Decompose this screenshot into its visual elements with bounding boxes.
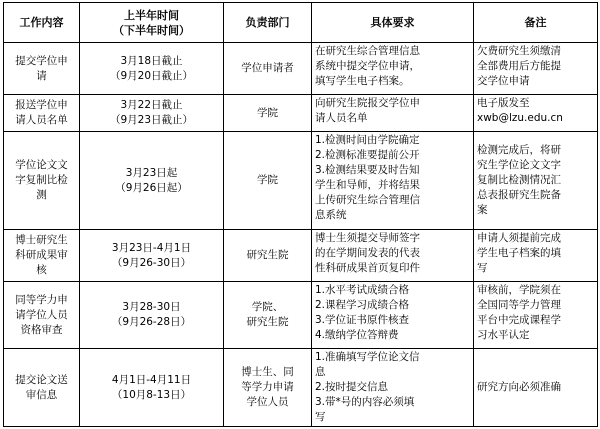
note-line: 平台中完成课程学 [477, 314, 561, 326]
cell-notes [474, 132, 598, 230]
req-line: 性科研成果首页复印件 [315, 262, 420, 274]
req-line: 1.检测时间由学院确定 [315, 134, 420, 146]
note-line: 申请人须提前完成 [477, 232, 561, 244]
cell-requirements [312, 349, 474, 427]
req-line: 1.水平考试成绩合格 [315, 284, 410, 296]
req-line: 息系统 [315, 209, 347, 221]
cell-time: 3月18日截止 （9月20日截止） [80, 43, 224, 95]
header-notes: 备注 [474, 3, 598, 43]
schedule-table [3, 2, 598, 427]
table-row [4, 282, 598, 349]
note-line: 研究方向必须准确 [477, 381, 561, 393]
header-item: 工作内容 [4, 3, 80, 43]
cell-item: 同等学力申 请学位人员 资格审查 [4, 282, 80, 349]
cell-item: 提交学位申 请 [4, 43, 80, 95]
note-line: 案 [477, 204, 488, 216]
req-line: 3.学位证书原件核查 [315, 314, 410, 326]
req-line: 2.课程学习成绩合格 [315, 299, 410, 311]
cell-dept: 博士生、同 等学力申请 学位人员 [224, 349, 312, 427]
req-line: 4.缴纳学位答辩费 [315, 329, 399, 341]
cell-dept: 学位申请者 [224, 43, 312, 95]
req-line: 学生和导师，并将结果 [315, 179, 420, 191]
header-dept: 负责部门 [224, 3, 312, 43]
cell-time: 3月28-30日 （9月26-28日） [80, 282, 224, 349]
header-time: 上半年时间 （下半年时间） [80, 3, 224, 43]
cell-dept: 学院 [224, 132, 312, 230]
req-line: 填写学生电子档案。 [315, 75, 410, 87]
cell-notes [474, 230, 598, 282]
note-line: 电子版发至 [477, 97, 530, 109]
table-row [4, 43, 598, 95]
note-line: 习水平认定 [477, 329, 530, 341]
cell-item: 报送学位申 请人员名单 [4, 95, 80, 132]
cell-requirements [312, 95, 474, 132]
cell-requirements [312, 43, 474, 95]
cell-dept: 学院 [224, 95, 312, 132]
req-line: 系统中提交学位申请， [315, 60, 420, 72]
cell-notes [474, 282, 598, 349]
req-line: 1.准确填写学位论文信 [315, 351, 420, 363]
req-line: 请人员名单 [315, 112, 368, 124]
note-line: 复制比检测情况汇 [477, 174, 561, 186]
note-line: 全国同等学力管理 [477, 299, 561, 311]
note-line: 总表报研究生院备 [477, 189, 561, 201]
req-line: 3.检测结果要及时告知 [315, 164, 420, 176]
cell-time: 3月22日截止 （9月23日截止） [80, 95, 224, 132]
cell-requirements [312, 132, 474, 230]
note-line: 写 [477, 262, 488, 274]
cell-requirements [312, 230, 474, 282]
note-line: xwb@lzu.edu.cn [477, 112, 563, 124]
cell-requirements [312, 282, 474, 349]
header-requirements: 具体要求 [312, 3, 474, 43]
req-line: 向研究生院报交学位申 [315, 97, 420, 109]
cell-item: 提交论文送 审信息 [4, 349, 80, 427]
cell-item: 学位论文文 字复制比检 测 [4, 132, 80, 230]
cell-time: 3月23日-4月1日 （9月26-30日） [80, 230, 224, 282]
cell-dept: 研究生院 [224, 230, 312, 282]
cell-notes [474, 43, 598, 95]
req-line: 在研究生综合管理信息 [315, 45, 420, 57]
cell-notes [474, 95, 598, 132]
req-line: 上传研究生综合管理信 [315, 194, 420, 206]
note-line: 全部费用后方能提 [477, 60, 561, 72]
note-line: 欠费研究生须缴清 [477, 45, 561, 57]
note-line: 究生学位论文文字 [477, 159, 561, 171]
note-line: 交学位申请 [477, 75, 530, 87]
req-line: 写 [315, 411, 326, 423]
table-row [4, 230, 598, 282]
req-line: 博士生须提交导师签字 [315, 232, 420, 244]
note-line: 检测完成后，将研 [477, 144, 561, 156]
cell-item: 博士研究生 科研成果审 核 [4, 230, 80, 282]
table-row [4, 349, 598, 427]
cell-time: 4月1日-4月11日 （10月8-13日） [80, 349, 224, 427]
req-line: 2.检测标准要提前公开 [315, 149, 420, 161]
req-line: 息 [315, 366, 326, 378]
table-row [4, 132, 598, 230]
note-line: 审核前，学院须在 [477, 284, 561, 296]
cell-time: 3月23日起 （9月26日起） [80, 132, 224, 230]
cell-dept: 学院、 研究生院 [224, 282, 312, 349]
header-row [4, 3, 598, 43]
req-line: 的在学期间发表的代表 [315, 247, 420, 259]
cell-notes [474, 349, 598, 427]
note-line: 学生电子档案的填 [477, 247, 561, 259]
req-line: 3.带*号的内容必须填 [315, 396, 415, 408]
table-row [4, 95, 598, 132]
req-line: 2.按时提交信息 [315, 381, 389, 393]
